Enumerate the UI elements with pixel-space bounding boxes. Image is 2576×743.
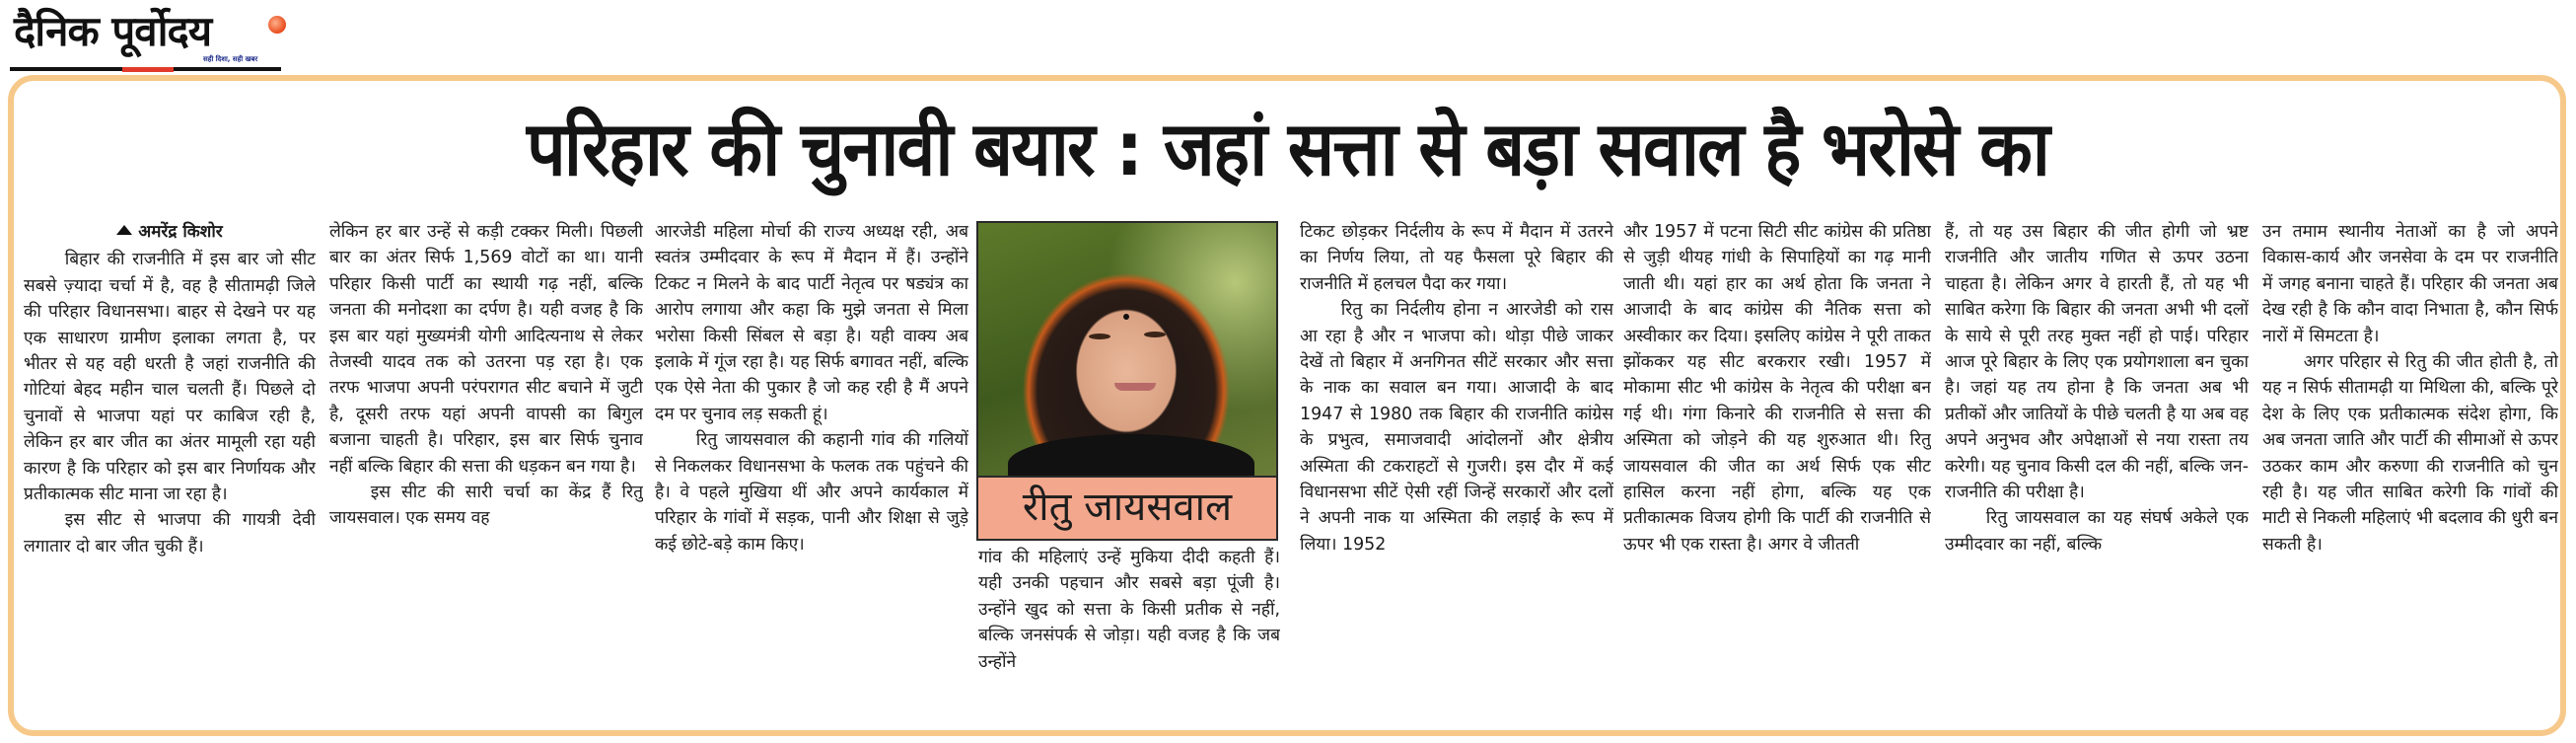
- paragraph: हैं, तो यह उस बिहार की जीत होगी जो भ्रष्ट राजनीति और जातीय गणित से ऊपर उठना चाहता है। लेकिन अगर वे हारती हैं, तो यह भी साबित करेगा कि बिहार की जनता अभी भी दलों के साये से पूरी तरह मुक्त नहीं हो पाई। परिहार आज पूरे बिहार के लिए एक प्रयोगशाला बन चुका है। जहां यह तय होना है कि जनता अब भी प्रतीकों और जातियों के पीछे चलती है या अब वह अपने अनुभव और अपेक्षाओं से नया रास्ता तय करेगी। यह चुनाव किसी दल की नहीं, बल्कि जन-राजनीति की परीक्षा है।: [1945, 222, 2249, 503]
- article-column-8: [2262, 219, 2558, 703]
- article-body: [24, 219, 2558, 703]
- logo-tagline: सही दिशा, सही खबर: [203, 55, 258, 63]
- article-headline: परिहार की चुनावी बयार : जहां सत्ता से बड़ा सवाल है भरोसे का: [526, 105, 2049, 192]
- article-column-1: [24, 219, 316, 703]
- paragraph: बिहार की राजनीति में इस बार जो सीट सबसे ज़्यादा चर्चा में है, वह है सीतामढ़ी जिले की परिहार विधानसभा। बाहर से देखने पर यह एक साधारण ग्रामीण इलाका लगता है, पर भीतर से यह वही धरती है जहां राजनीति की गोटियां बेहद महीन चाल चलती हैं। पिछले दो चुनावों से भाजपा यहां पर काबिज रही है, लेकिन हर बार जीत का अंतर मामूली रहा यही कारण है कि परिहार को इस बार निर्णायक और प्रतीकात्मक सीट माना जा रहा है।: [24, 250, 316, 505]
- portrait-left-eye: [1089, 334, 1110, 339]
- article-column-4: [978, 545, 1280, 703]
- paragraph: रितु का निर्दलीय होना न आरजेडी को रास आ रहा है और न भाजपा को। थोड़ा पीछे जाकर देखें तो बिहार में अनगिनत सीटें सरकार और सत्ता के नाक का सवाल बन गया। आजादी के बाद 1947 से 1980 तक बिहार की राजनीति कांग्रेस के प्रभुत्व, समाजवादी आंदोलनों और क्षेत्रीय अस्मिता की टकराहटों से गुजरी। इस दौर में कई विधानसभा सीटें ऐसी रहीं जिन्हें सरकारों और दलों ने अपनी नाक या अस्मिता की लड़ाई के रूप में लिया। 1952: [1300, 300, 1613, 555]
- portrait-smile: [1114, 383, 1156, 391]
- masthead: [10, 6, 281, 71]
- paragraph: इस सीट से भाजपा की गायत्री देवी लगातार दो बार जीत चुकी हैं।: [24, 510, 316, 557]
- paragraph: उन तमाम स्थानीय नेताओं का है जो अपने विकास-कार्य और जनसेवा के दम पर राजनीति में जगह बनाना चाहते हैं। परिहार की जनता अब देख रही है कि कौन वादा निभाता है, कौन सिर्फ नारों में सिमटता है।: [2262, 222, 2558, 346]
- portrait-right-eye: [1144, 332, 1166, 337]
- paragraph: गांव की महिलाएं उन्हें मुकिया दीदी कहती हैं। यही उनकी पहचान और सबसे बड़ा पूंजी है। उन्होंने खुद को सत्ता के किसी प्रतीक से नहीं, बल्कि जनसंपर्क से जोड़ा। यही वजह है कि जब उन्होंने: [978, 548, 1280, 672]
- byline-triangle-icon: [116, 225, 132, 235]
- newspaper-logo: दैनिक पूर्वोदय: [14, 7, 212, 55]
- photo-caption: रीतु जायसवाल: [978, 476, 1276, 539]
- paragraph: रितु जायसवाल का यह संघर्ष अकेले एक उम्मीदवार का नहीं, बल्कि: [1945, 508, 2249, 555]
- article-column-6: [1623, 219, 1931, 703]
- paragraph: लेकिन हर बार उन्हें से कड़ी टक्कर मिली। पिछली बार का अंतर सिर्फ 1,569 वोटों का था। यानी परिहार किसी पार्टी का स्थायी गढ़ नहीं, बल्कि जनता की मनोदशा का दर्पण है। यही वजह है कि इस बार यहां मुख्यमंत्री योगी आदित्यनाथ से लेकर तेजस्वी यादव तक को उतरना पड़ रहा है। एक तरफ भाजपा अपनी परंपरागत सीट बचाने में जुटी है, दूसरी तरफ यहां अपनी वापसी का बिगुल बजाना चाहती है। परिहार, इस बार सिर्फ चुनाव नहीं बल्कि बिहार की सत्ता की धड़कन बन गया है।: [329, 222, 643, 477]
- article-column-7: [1945, 219, 2249, 703]
- paragraph: और 1957 में पटना सिटी सीट कांग्रेस की प्रतिष्ठा से जुड़ी थीयह गांधी के सिपाहियों का गढ़ मानी जाती थी। यहां हार का अर्थ होता कि जनता ने आजादी के बाद कांग्रेस की नैतिक सत्ता को अस्वीकार कर दिया। इसलिए कांग्रेस ने पूरी ताकत झोंककर यह सीट बरकरार रखी। 1957 में मोकामा सीट भी कांग्रेस के नेतृत्व की परीक्षा बन गई थी। गंगा किनारे की राजनीति से सत्ता की अस्मिता को जोड़ने की यह शुरुआत थी। रितु जायसवाल की जीत का अर्थ सिर्फ एक सीट हासिल करना नहीं होगा, बल्कि यह एक प्रतीकात्मक विजय होगी कि पार्टी की राजनीति से ऊपर भी एक रास्ता है। अगर वे जीतती: [1623, 222, 1931, 555]
- masthead-red-strip: [122, 67, 174, 72]
- portrait-shoulders: [1008, 434, 1254, 476]
- byline: [24, 219, 316, 245]
- paragraph: आरजेडी महिला मोर्चा की राज्य अध्यक्ष रही, अब स्वतंत्र उम्मीदवार के रूप में मैदान में हैं। उन्होंने टिकट न मिलने के बाद पार्टी नेतृत्व पर षड्यंत्र का आरोप लगाया और कहा कि मुझे जनता से मिला भरोसा किसी सिंबल से बड़ा है। यही वाक्य अब इलाके में गूंज रहा है। यह सिर्फ बगावत नहीं, बल्कि एक ऐसे नेता की पुकार है जो कह रही है मैं अपने दम पर चुनाव लड़ सकती हूं।: [655, 222, 968, 424]
- author-name: अमरेंद्र किशोर: [138, 222, 223, 242]
- candidate-photo-box: [976, 221, 1278, 541]
- paragraph: रितु जायसवाल की कहानी गांव की गलियों से निकलकर विधानसभा के फलक तक पहुंचने की है। वे पहले मुखिया थीं और अपने कार्यकाल में परिहार के गांवों में सड़क, पानी और शिक्षा से जुड़े कई छोटे-बड़े काम किए।: [655, 430, 968, 555]
- paragraph: टिकट छोड़कर निर्दलीय के रूप में मैदान में उतरने का निर्णय लिया, तो यह फैसला पूरे बिहार की राजनीति में हलचल पैदा कर गया।: [1300, 222, 1613, 294]
- paragraph: इस सीट की सारी चर्चा का केंद्र हैं रितु जायसवाल। एक समय वह: [329, 483, 643, 529]
- portrait-bindi: [1123, 314, 1129, 320]
- article-column-3: [655, 219, 968, 703]
- paragraph: अगर परिहार से रितु की जीत होती है, तो यह न सिर्फ सीतामढ़ी या मिथिला की, बल्कि पूरे देश के लिए एक प्रतीकात्मक संदेश होगा, कि अब जनता जाति और पार्टी की सीमाओं से ऊपर उठकर काम और करुणा की राजनीति को चुन रही है। यह जीत साबित करेगी कि गांवों की माटी से निकली महिलाएं भी बदलाव की धुरी बन सकती है।: [2262, 352, 2558, 555]
- article-column-2: [329, 219, 643, 703]
- sun-logo-icon: [268, 16, 286, 34]
- article-column-5: [1300, 219, 1613, 703]
- candidate-portrait-image: [978, 223, 1276, 476]
